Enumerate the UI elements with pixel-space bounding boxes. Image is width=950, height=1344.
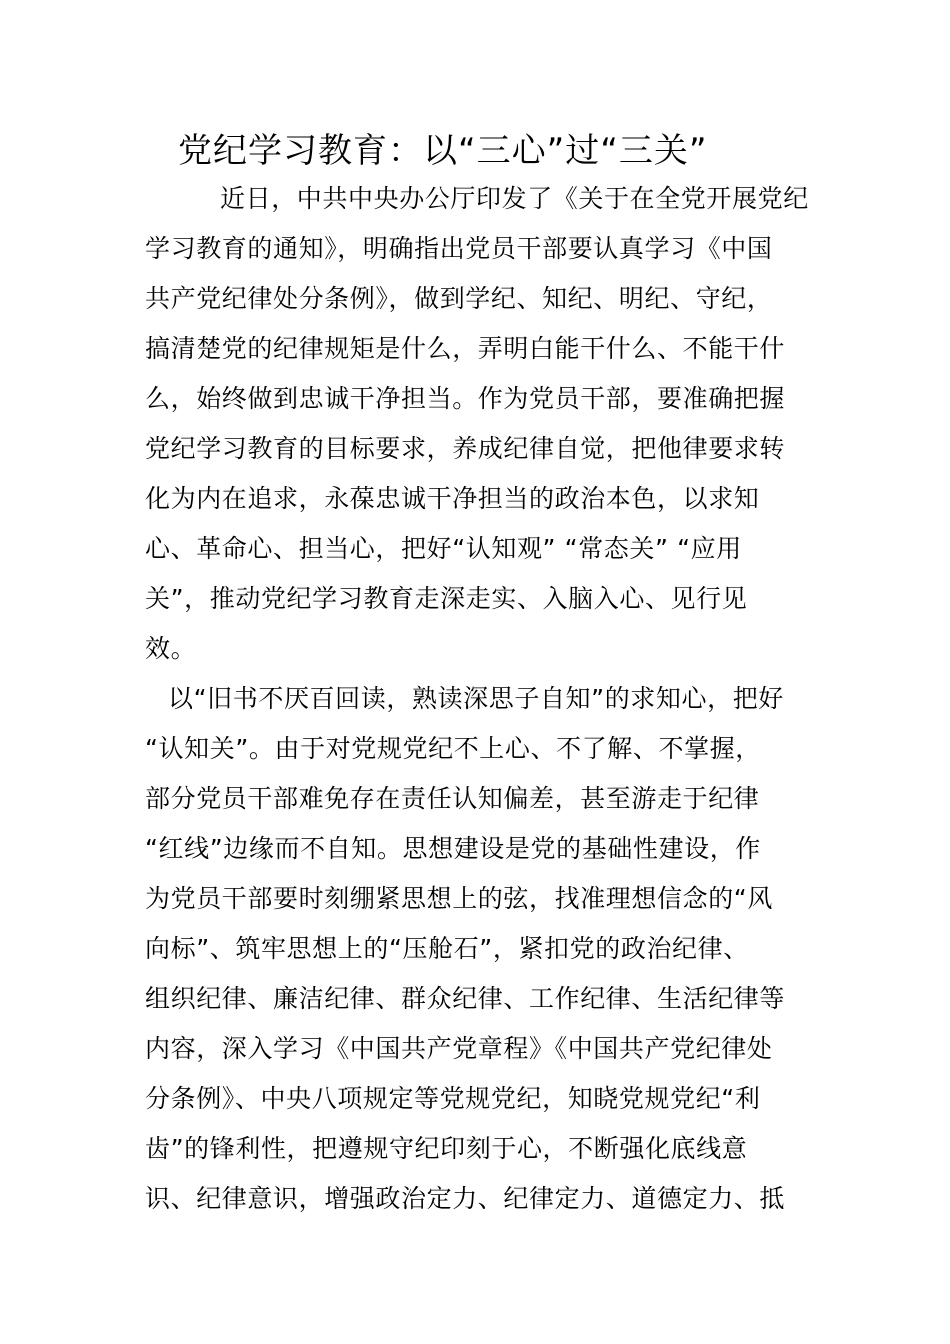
- paragraph-line: 分条例》、中央八项规定等党规党纪，知晓党规党纪“利: [145, 1084, 761, 1113]
- paragraph-line: 关”，推动党纪学习教育走深走实、入脑入心、见行见: [145, 584, 748, 613]
- paragraph-line: “认知关”。由于对党规党纪不上心、不了解、不掌握，: [145, 734, 761, 763]
- paragraph-line: 么，始终做到忠诚干净担当。作为党员干部，要准确把握: [145, 384, 786, 413]
- paragraph-line: “红线”边缘而不自知。思想建设是党的基础性建设，作: [145, 834, 761, 863]
- paragraph-line: 学习教育的通知》，明确指出党员干部要认真学习《中国: [145, 234, 773, 263]
- paragraph-line: 共产党纪律处分条例》，做到学纪、知纪、明纪、守纪，: [145, 284, 773, 313]
- paragraph-line: 心、革命心、担当心，把好“认知观” “常态关” “应用: [145, 534, 742, 563]
- paragraph-line: 近日，中共中央办公厅印发了《关于在全党开展党纪: [220, 184, 809, 213]
- paragraph-line: 化为内在追求，永葆忠诚干净担当的政治本色，以求知: [145, 484, 760, 513]
- paragraph-line: 搞清楚党的纪律规矩是什么，弄明白能干什么、不能干什: [145, 334, 786, 363]
- paragraph-line: 部分党员干部难免存在责任认知偏差，甚至游走于纪律: [145, 784, 760, 813]
- paragraph-line: 为党员干部要时刻绷紧思想上的弦，找准理想信念的“风: [145, 884, 773, 913]
- document-title: 党纪学习教育：以“三心”过“三关”: [178, 131, 708, 171]
- paragraph-line: 识、纪律意识，增强政治定力、纪律定力、道德定力、抵: [145, 1184, 786, 1213]
- paragraph-line: 齿”的锋利性，把遵规守纪印刻于心，不断强化底线意: [145, 1134, 748, 1163]
- paragraph-line: 向标”、筑牢思想上的“压舱石”，紧扣党的政治纪律、: [145, 934, 749, 963]
- paragraph-line: 效。: [145, 634, 197, 663]
- paragraph-line: 组织纪律、廉洁纪律、群众纪律、工作纪律、生活纪律等: [145, 984, 786, 1013]
- paragraph-line: 党纪学习教育的目标要求，养成纪律自觉，把他律要求转: [145, 434, 786, 463]
- paragraph-line: 以“旧书不厌百回读，熟读深思子自知”的求知心，把好: [168, 684, 784, 713]
- paragraph-line: 内容，深入学习《中国共产党章程》《中国共产党纪律处: [145, 1034, 773, 1063]
